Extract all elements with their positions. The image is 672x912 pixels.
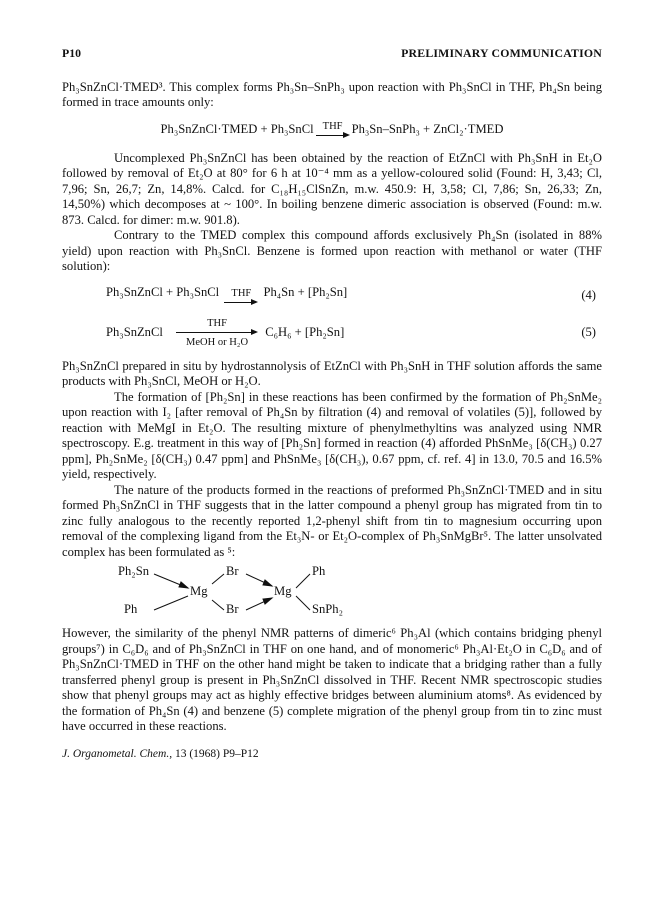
reaction-arrow-5-bottom: MeOH or H₂O [186, 336, 249, 348]
structure-br-top: Br [226, 564, 239, 578]
running-head: PRELIMINARY COMMUNICATION [401, 46, 602, 60]
paragraph-4: Ph₃SnZnCl prepared in situ by hydrostannolysis of EtZnCl with Ph₃SnH in THF solution affords the same products with Ph₃SnCl, MeOH or H₂O. [62, 358, 602, 388]
dimer-structure [62, 564, 602, 620]
paragraph-2: Uncomplexed Ph₃SnZnCl has been obtained by the reaction of EtZnCl with Ph₃SnH in Et₂O followed by removal of Et₂O at 80° for 6 h at 10⁻⁴ mm as a yellow-coloured solid (Found: H, 3,43; Cl, 7,96; Sn, 26,7; Zn, 14,8%. Calcd. for C₁₈H₁₅ClSnZn, m.w. 450.9: H, 3,58; Cl, 7,86; Sn, 26,33; Zn, 14,50%) which decomposes at ~ 100°. In boiling benzene dimeric association is observed (Found: m.w. 873. Calcd. for dimer: m.w. 901.8). [62, 150, 602, 227]
structure-mg-right: Mg [274, 584, 292, 598]
structure-mg-left: Mg [190, 584, 208, 598]
structure-ph-left: Ph [124, 602, 138, 616]
paragraph-6: The nature of the products formed in the reactions of preformed Ph₃SnZnCl·TMED and in situ formed Ph₃SnZnCl in THF suggests that in the latter compound a phenyl group has migrated from tin to zinc fully analogous to the recently reported 1,2-phenyl shift from tin to magnesium occurring upon removal of the complexing ligand from the Et₃N- or Et₂O-complex of Ph₃SnMgBr⁵. The latter unsolvated complex has been formulated as ⁵: [62, 482, 602, 559]
paragraph-7: However, the similarity of the phenyl NMR patterns of dimeric⁶ Ph₃Al (which contains bridging phenyl groups⁷) in C₆D₆ and of Ph₃SnZnCl in THF on one hand, and of monomeric⁶ Ph₃Al·Et₂O in C₆D₆ and of Ph₃SnZnCl·TMED in THF on the other hand might be taken to indicate that a bridging rather than a fully transferred phenyl group is present in Ph₃SnZnCl dissolved in THF. Recent NMR spectroscopic studies show that phenyl groups may act as highly effective bridges between aluminium atoms⁸. As evidenced by the formation of Ph₄Sn (4) and benzene (5) complete migration of the phenyl group from tin to zinc must have occurred in these reactions. [62, 626, 602, 733]
structure-ph-right: Ph [312, 564, 326, 578]
page-number: P10 [62, 46, 82, 60]
page-header [62, 46, 602, 62]
reaction-arrow-1 [316, 121, 350, 140]
structure-snph2-right: SnPh₂ [312, 602, 343, 616]
equation-1-right: Ph₃Sn–SnPh₃ + ZnCl₂·TMED [351, 122, 504, 137]
citation-footer [62, 747, 602, 763]
page [62, 46, 602, 762]
journal-name: J. Organometal. Chem., [62, 747, 173, 760]
reaction-arrow-4-label: THF [231, 287, 252, 299]
reaction-arrow-4 [224, 288, 258, 307]
equation-4 [62, 285, 602, 307]
equation-5 [62, 318, 602, 348]
equation-1-left: Ph₃SnZnCl·TMED + Ph₃SnCl [160, 122, 314, 137]
paragraph-1: Ph₃SnZnCl·TMED³. This complex forms Ph₃Sn–SnPh₃ upon reaction with Ph₃SnCl in THF, Ph₄Sn being formed in trace amounts only: [62, 79, 602, 109]
equation-5-number: (5) [581, 324, 596, 339]
reaction-arrow-1-label: THF [322, 120, 343, 132]
structure-ph2sn-left: Ph₂Sn [118, 564, 149, 578]
equation-5-right: C₆H₆ + [Ph₂Sn] [265, 324, 345, 339]
equation-1 [62, 121, 602, 140]
paragraph-5: The formation of [Ph₂Sn] in these reactions has been confirmed by the formation of Ph₂SnMe₂ upon reaction with I₂ [after removal of Ph₄Sn by filtration (4) and removal of volatiles (5)], followed by reaction with MeMgI in Et₂O. The resulting mixture of phenylmethyltins was analyzed using NMR spectroscopy. E.g. treatment in this way of [Ph₂Sn] formed in reaction (4) afforded PhSnMe₃ [δ(CH₃) 0.27 ppm], Ph₂SnMe₂ [δ(CH₃) 0.47 ppm] and PhSnMe₃ [δ(CH₃), 0.67 ppm, cf. ref. 4] in 13.0, 70.5 and 16.5% yield, respectively. [62, 389, 602, 481]
equation-4-number: (4) [581, 287, 596, 302]
equation-4-right: Ph₄Sn + [Ph₂Sn] [263, 284, 348, 299]
reaction-arrow-5 [176, 318, 258, 348]
equation-4-left: Ph₃SnZnCl + Ph₃SnCl [106, 284, 220, 299]
equation-5-left: Ph₃SnZnCl [106, 324, 163, 339]
structure-br-bottom: Br [226, 602, 239, 616]
reaction-arrow-5-top: THF [207, 317, 227, 329]
paragraph-3: Contrary to the TMED complex this compound affords exclusively Ph₄Sn (isolated in 88% yield) upon reaction with Ph₃SnCl. Benzene is formed upon reaction with methanol or water (THF solution): [62, 228, 602, 273]
journal-volume: 13 (1968) P9–P12 [174, 747, 259, 760]
